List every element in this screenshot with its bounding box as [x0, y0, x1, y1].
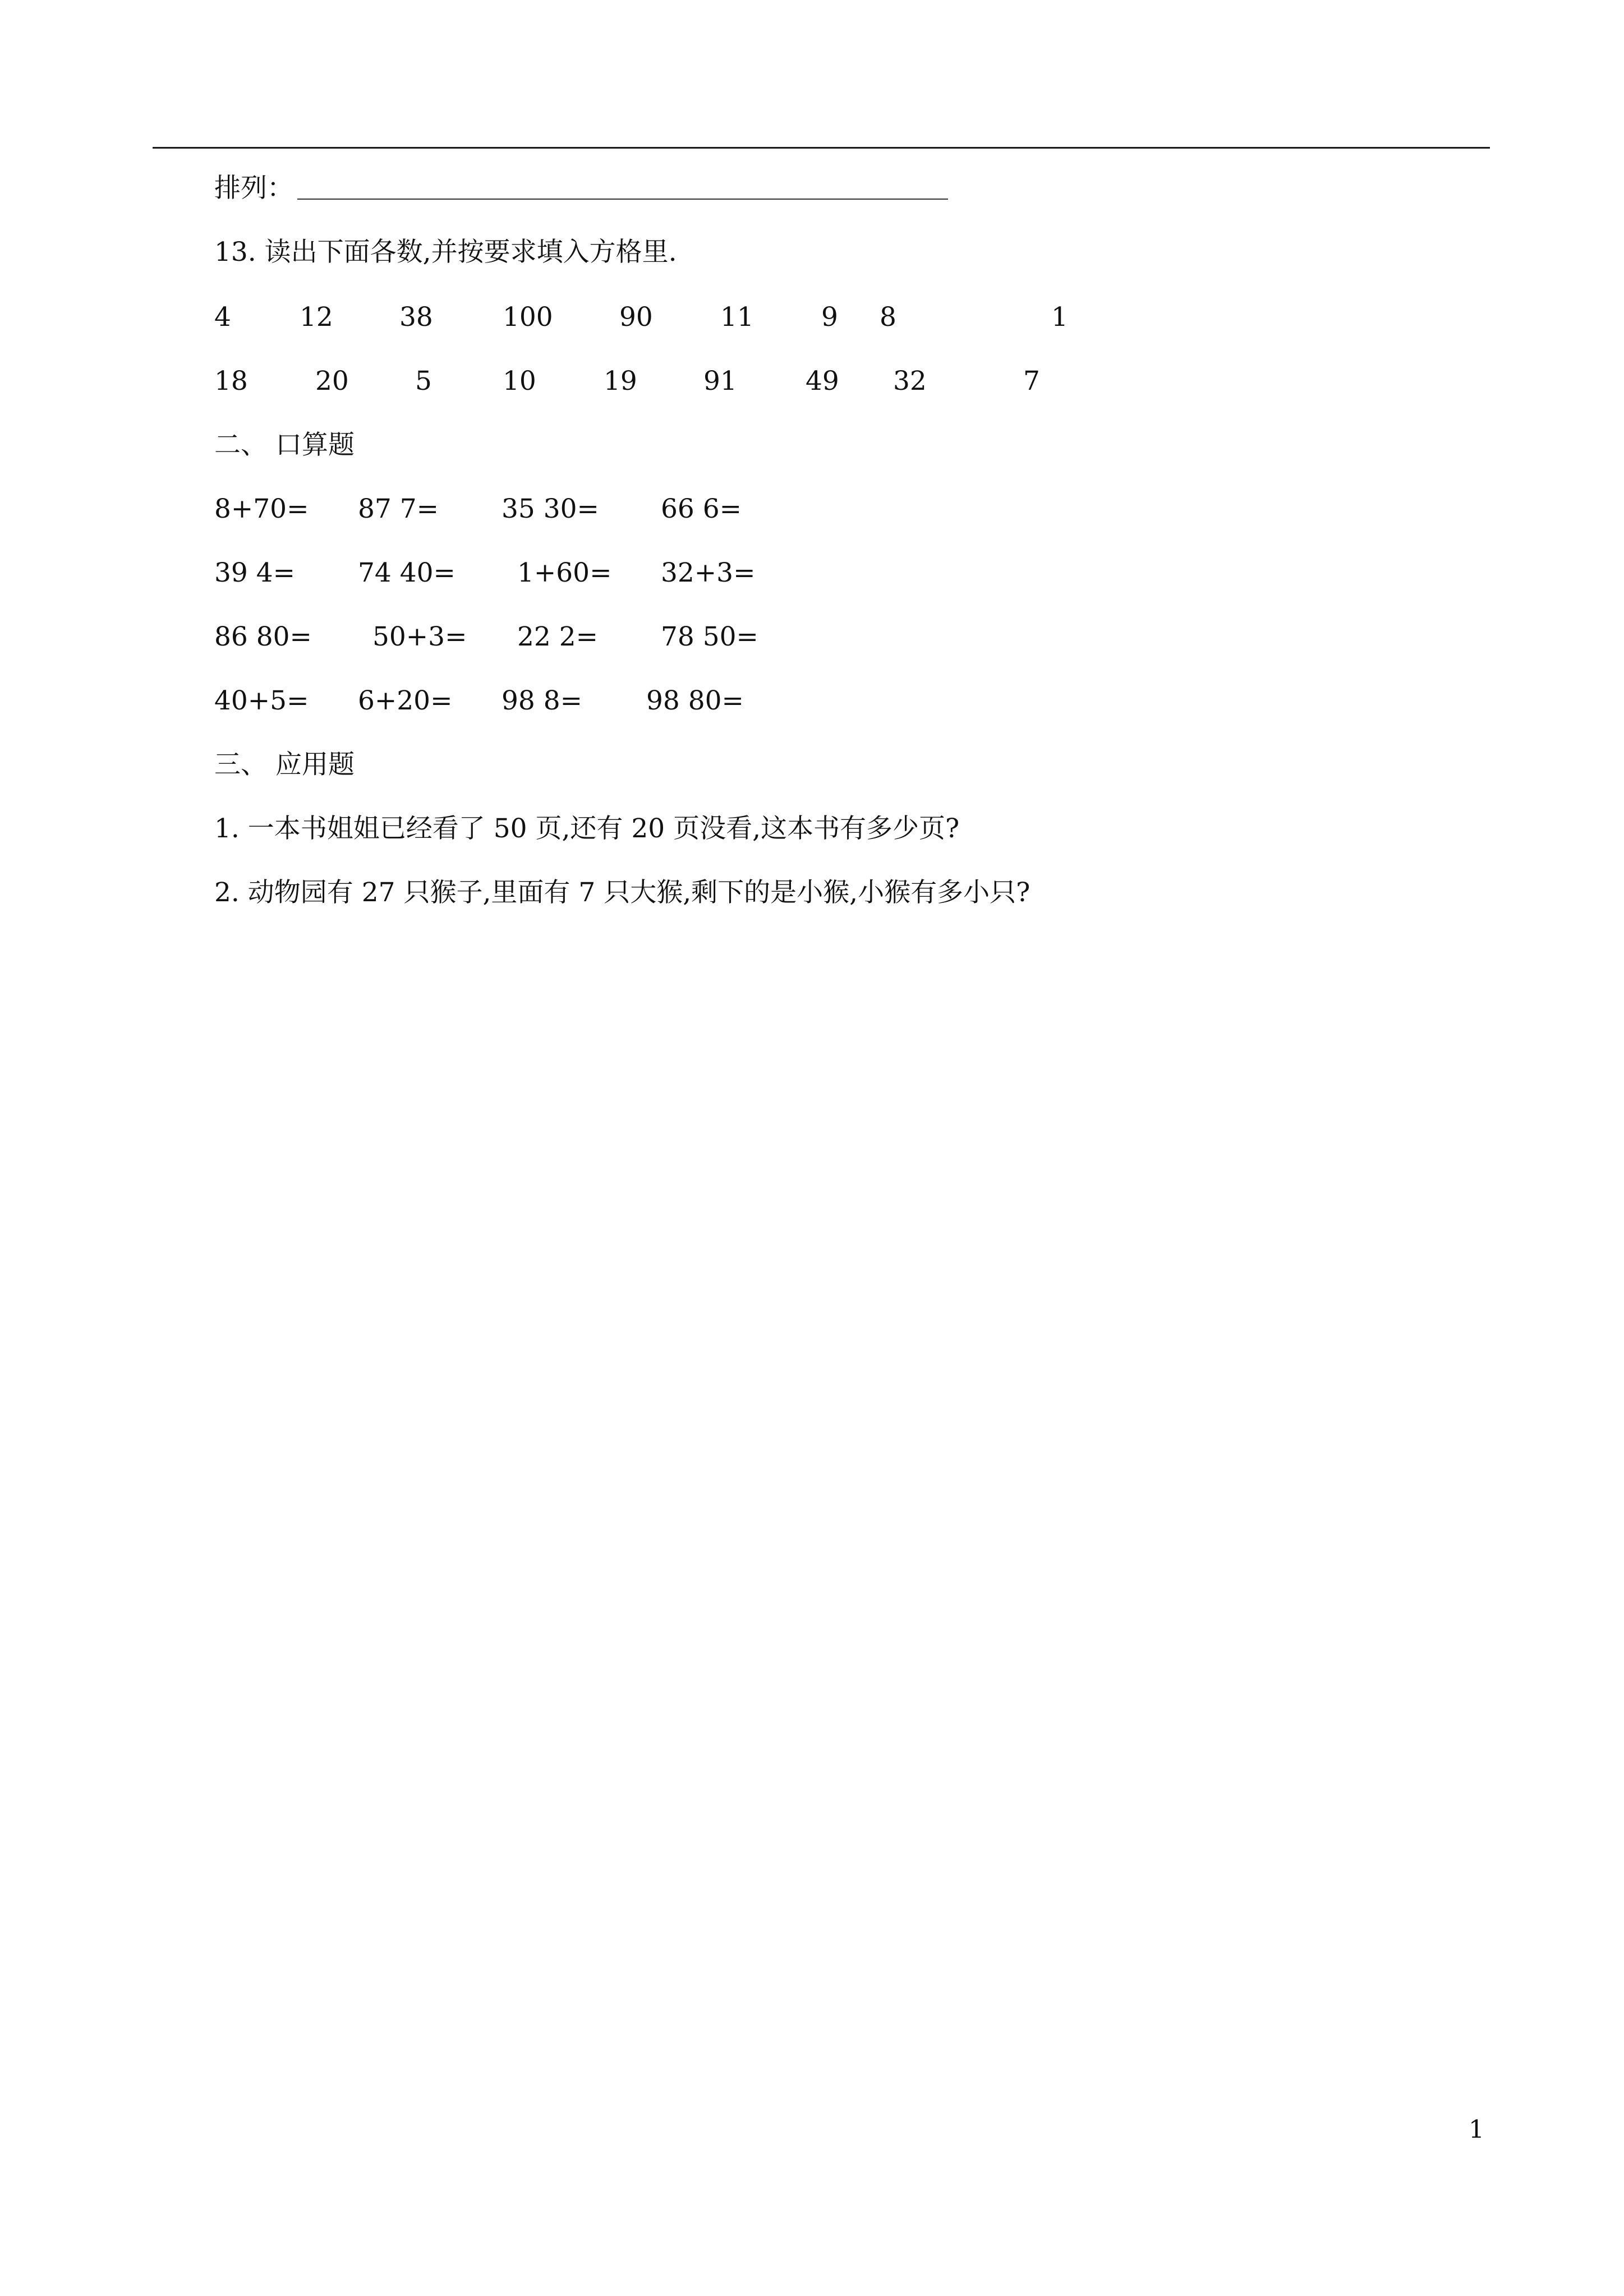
word-problem-1: 1. 一本书姐姐已经看了 50 页,还有 20 页没看,这本书有多少页? [214, 813, 960, 844]
oral-problem: 87 7= [358, 494, 439, 524]
number-cell: 1 [1051, 302, 1068, 333]
number-cell: 8 [880, 302, 896, 333]
oral-problem: 50+3= [372, 621, 467, 652]
arrange-line [214, 172, 1056, 205]
number-cell: 11 [720, 302, 754, 333]
numbers-row-1 [214, 301, 1112, 334]
oral-row-4 [214, 684, 887, 718]
oral-problem: 86 80= [214, 621, 312, 652]
number-cell: 38 [399, 302, 433, 333]
oral-problem: 74 40= [358, 557, 456, 588]
number-cell: 12 [300, 302, 333, 333]
oral-problem: 8+70= [214, 494, 309, 524]
oral-problem: 32+3= [661, 557, 756, 588]
header-rule [153, 147, 1490, 149]
number-cell: 9 [821, 302, 838, 333]
number-cell: 19 [604, 366, 637, 397]
oral-problem: 35 30= [502, 494, 599, 524]
oral-problem: 6+20= [358, 685, 453, 716]
number-cell: 100 [503, 302, 553, 333]
oral-problem: 39 4= [214, 557, 296, 588]
question-13: 13. 读出下面各数,并按要求填入方格里. [214, 237, 677, 268]
oral-row-3 [214, 620, 887, 654]
number-cell: 20 [315, 366, 349, 397]
word-problem-2: 2. 动物园有 27 只猴子,里面有 7 只大猴,剩下的是小猴,小猴有多小只? [214, 877, 1030, 908]
oral-row-2 [214, 556, 887, 590]
number-cell: 5 [415, 366, 432, 397]
number-cell: 4 [214, 302, 231, 333]
arrange-label: 排列： [214, 173, 293, 204]
arrange-answer-blank [297, 199, 948, 200]
numbers-row-2 [214, 365, 1112, 398]
oral-problem: 98 80= [646, 685, 744, 716]
oral-problem: 1+60= [517, 557, 612, 588]
oral-problem: 98 8= [502, 685, 583, 716]
number-cell: 7 [1023, 366, 1040, 397]
oral-problem: 78 50= [661, 621, 758, 652]
number-cell: 10 [503, 366, 536, 397]
section-3-title: 三、 应用题 [214, 749, 355, 780]
oral-row-1 [214, 492, 887, 526]
oral-problem: 22 2= [517, 621, 599, 652]
section-2-title: 二、 口算题 [214, 430, 355, 460]
oral-problem: 66 6= [661, 494, 742, 524]
number-cell: 90 [619, 302, 653, 333]
page-number: 1 [1469, 2115, 1484, 2144]
number-cell: 18 [214, 366, 248, 397]
number-cell: 91 [703, 366, 737, 397]
number-cell: 32 [893, 366, 927, 397]
number-cell: 49 [806, 366, 839, 397]
oral-problem: 40+5= [214, 685, 309, 716]
